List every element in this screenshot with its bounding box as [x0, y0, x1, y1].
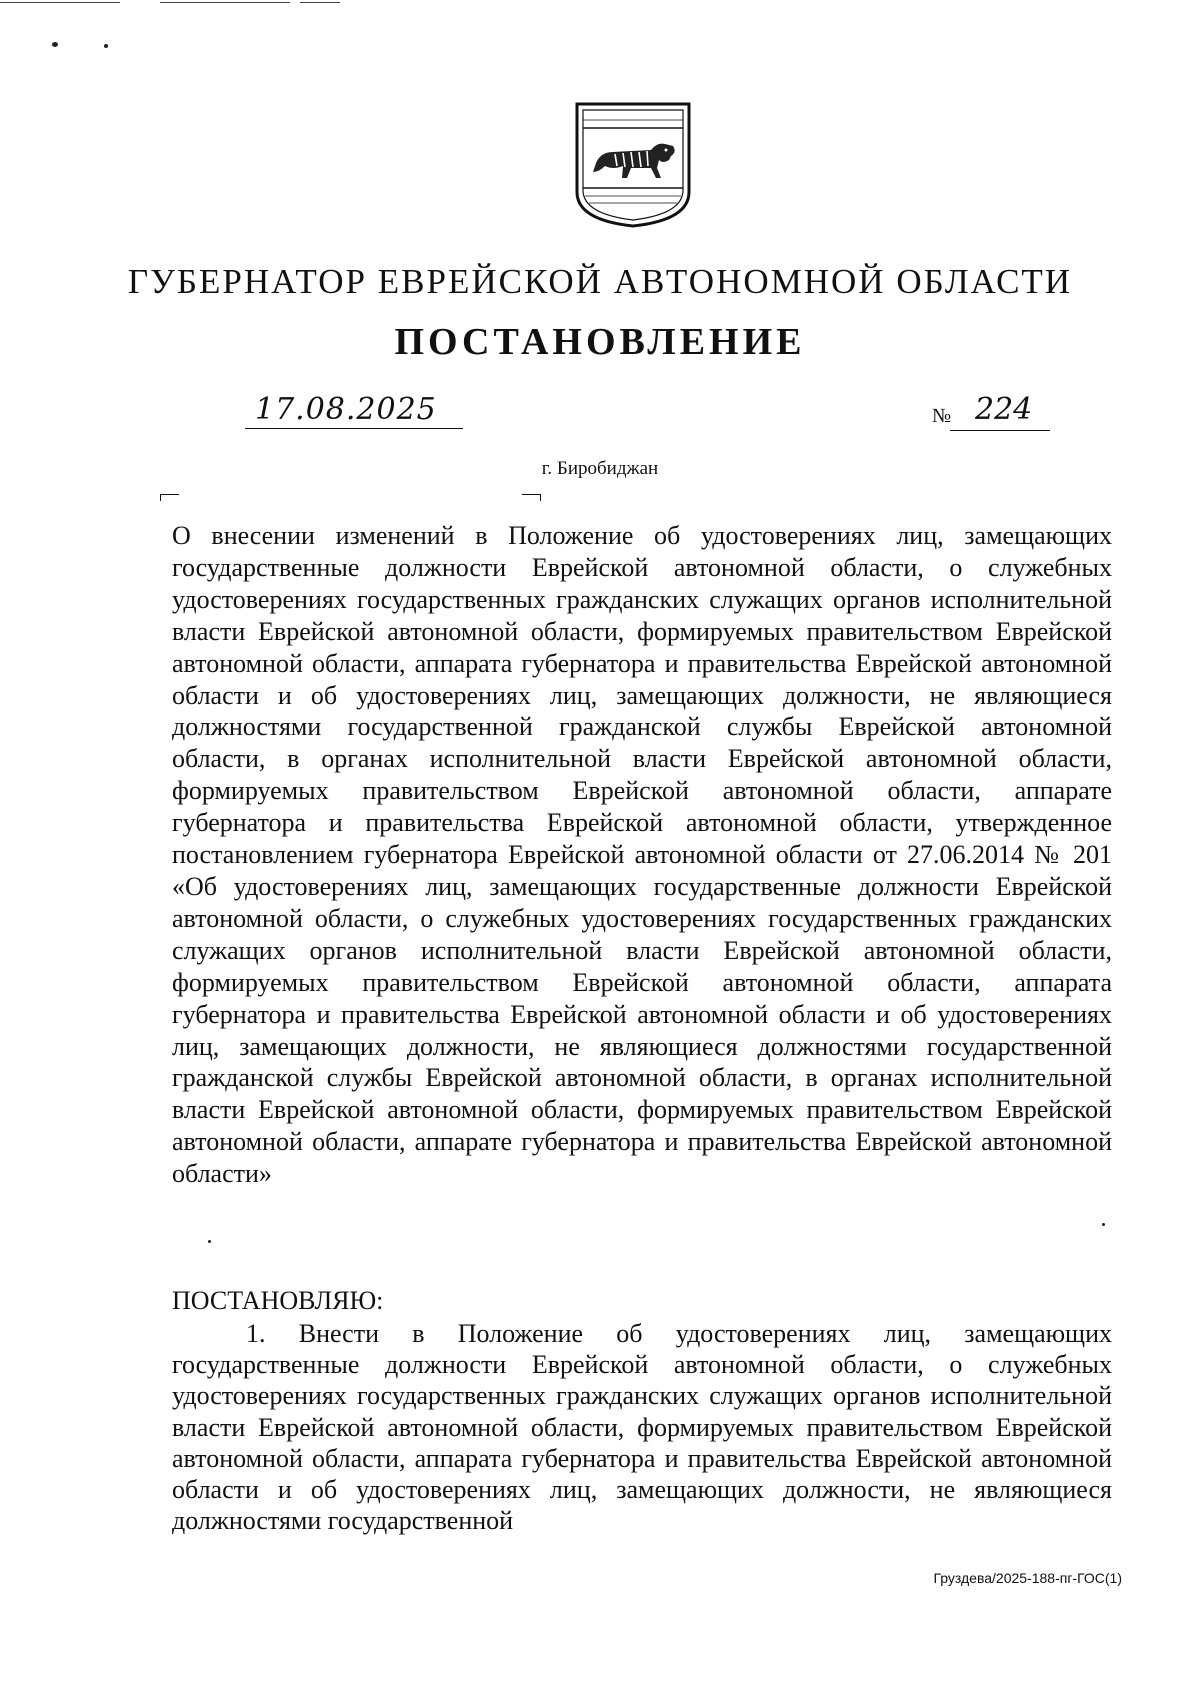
scan-speck — [104, 44, 108, 48]
document-date: 17.08.2025 — [255, 392, 437, 427]
number-label: № — [932, 405, 952, 427]
scan-artifact — [160, 2, 290, 3]
scan-speck — [208, 1240, 211, 1243]
coat-of-arms-tiger-icon — [573, 100, 693, 230]
scan-speck — [1102, 1223, 1105, 1226]
date-underline — [245, 428, 463, 429]
issuer-title: ГУБЕРНАТОР ЕВРЕЙСКОЙ АВТОНОМНОЙ ОБЛАСТИ — [127, 262, 1073, 301]
scan-artifact — [300, 2, 340, 3]
subject-corner-right — [522, 494, 541, 501]
subject-corner-left — [160, 494, 179, 501]
number-underline — [950, 430, 1050, 431]
document-subject: О внесении изменений в Положение об удостоверениях лиц, замещающих государственные должности Еврейской автономной области, о служебных удостоверениях государственных гражданских служащих органов исполнительной власти Еврейской автономной области, формируемых правительством Еврейской автономной области, аппарата губернатора и правительства Еврейской автономной области и об удостоверениях лиц, замещающих должности, не являющиеся должностями государственной гражданской службы Еврейской автономной области, в органах исполнительной власти Еврейской автономной области, формируемых правительством Еврейской автономной области, аппарате губернатора и правительства Еврейской автономной области, утвержденное постановлением губернатора Еврейской автономной области от 27.06.2014 № 201 «Об удостоверениях лиц, замещающих государственные должности Еврейской автономной области, о служебных удостоверениях государственных гражданских служащих органов исполнительной власти Еврейской автономной области, формируемых правительством Еврейской автономной области, аппарата губернатора и правительства Еврейской автономной области и об удостоверениях лиц, замещающих должности, не являющиеся должностями государственной гражданской службы Еврейской автономной области, в органах исполнительной власти Еврейской автономной области, формируемых правительством Еврейской автономной области, аппарате губернатора и правительства Еврейской автономной области» — [172, 521, 1112, 1189]
document-number: 224 — [975, 392, 1033, 427]
scan-speck — [52, 42, 58, 47]
document-code: Груздева/2025-188-пг-ГОС(1) — [933, 1570, 1122, 1586]
resolve-heading: ПОСТАНОВЛЯЮ: — [172, 1286, 384, 1315]
city: г. Биробиджан — [541, 458, 659, 479]
clause-1: 1. Внести в Положение об удостоверениях лиц, замещающих государственные должности Еврейской автономной области, о служебных удостоверениях государственных гражданских служащих органов исполнительной власти Еврейской автономной области, формируемых правительством Еврейской автономной области, аппарата губернатора и правительства Еврейской автономной области и об удостоверениях лиц, замещающих должности, не являющиеся должностями государственной — [172, 1319, 1112, 1536]
scan-artifact — [0, 2, 120, 3]
document-type: ПОСТАНОВЛЕНИЕ — [394, 321, 806, 363]
